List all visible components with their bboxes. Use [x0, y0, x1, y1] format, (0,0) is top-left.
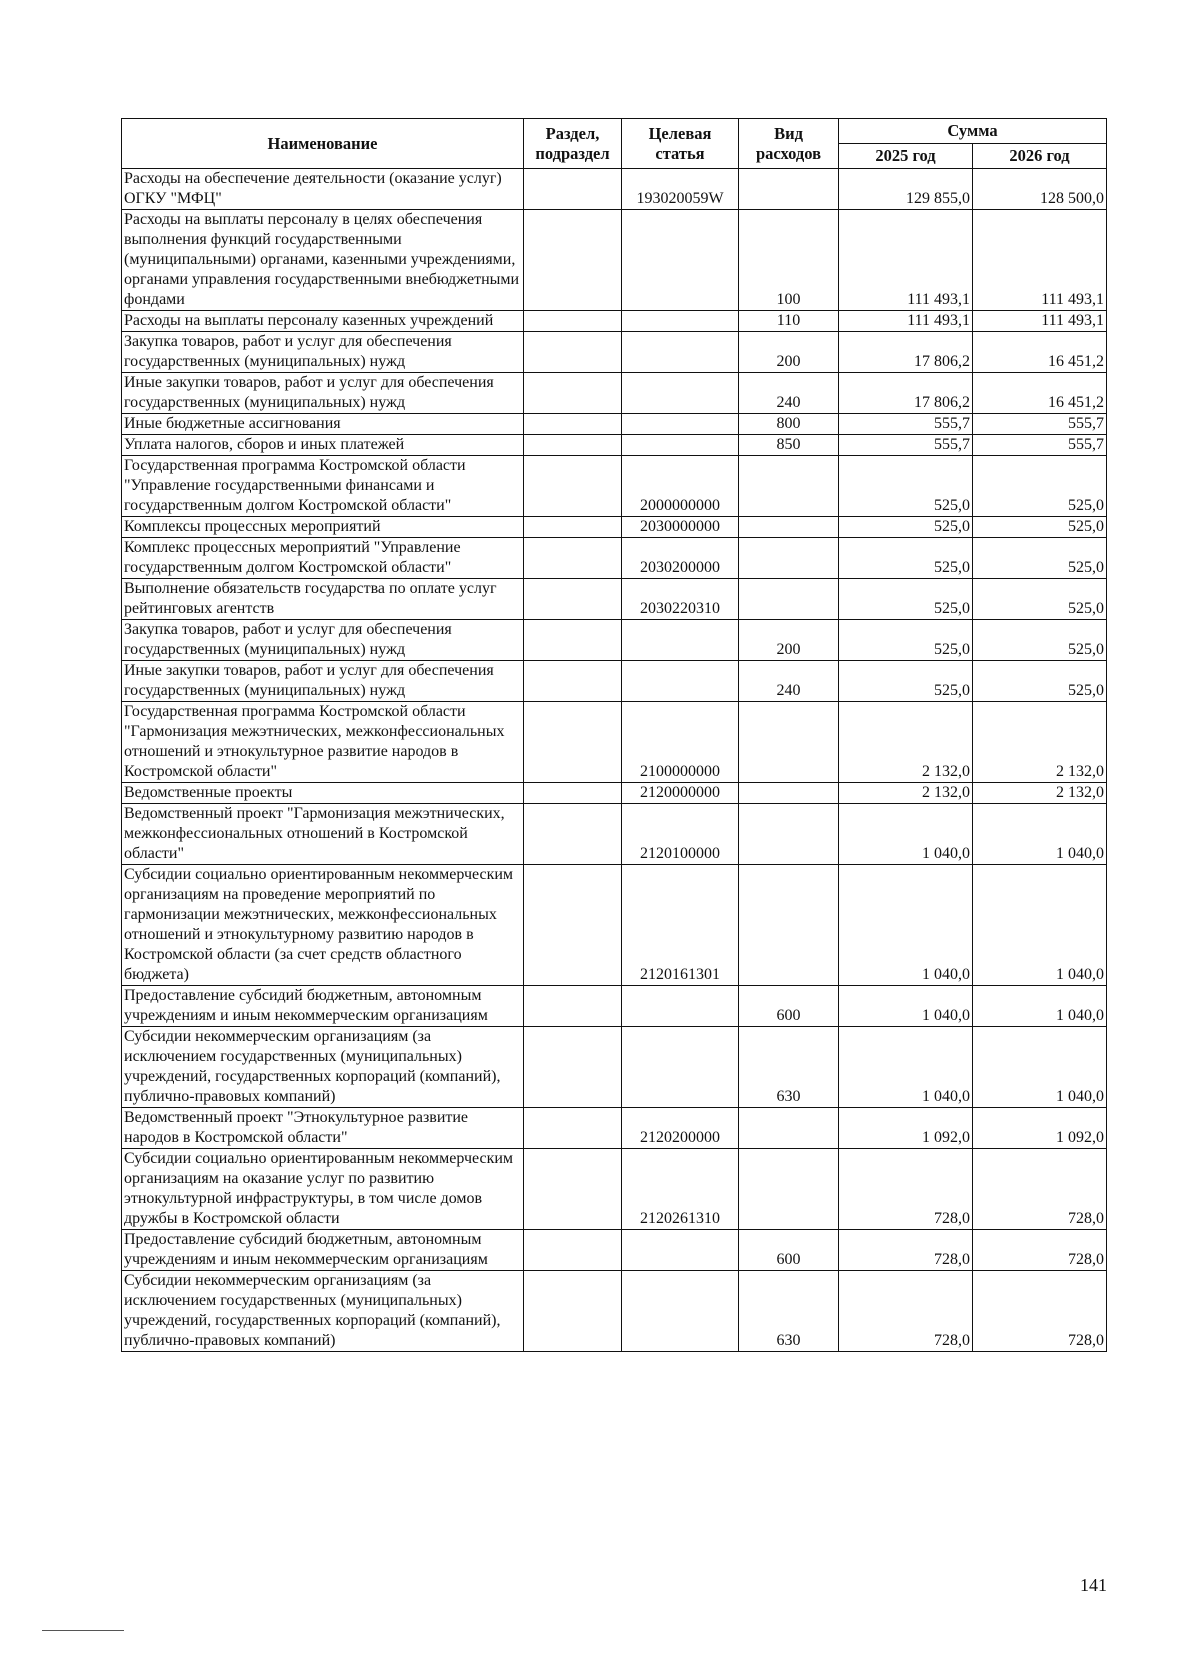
- cell-2025: 525,0: [839, 456, 973, 517]
- table-row: [122, 865, 1107, 986]
- cell-2026: 1 040,0: [973, 1027, 1107, 1108]
- cell-target: 2120100000: [622, 804, 739, 865]
- cell-target: [622, 210, 739, 311]
- table-row: [122, 1230, 1107, 1271]
- cell-section: [524, 1027, 622, 1108]
- cell-name: Предоставление субсидий бюджетным, автономным учреждениям и иным некоммерческим организациям: [122, 1230, 524, 1271]
- cell-kind: [739, 169, 839, 210]
- cell-2025: 728,0: [839, 1149, 973, 1230]
- table-row: [122, 1027, 1107, 1108]
- cell-target: [622, 661, 739, 702]
- cell-name: Ведомственный проект "Гармонизация межэтнических, межконфессиональных отношений в Костромской области": [122, 804, 524, 865]
- cell-2025: 525,0: [839, 538, 973, 579]
- table-row: [122, 414, 1107, 435]
- cell-section: [524, 661, 622, 702]
- table-row: [122, 661, 1107, 702]
- cell-kind: [739, 1149, 839, 1230]
- cell-section: [524, 1108, 622, 1149]
- cell-kind: [739, 702, 839, 783]
- cell-2025: 555,7: [839, 435, 973, 456]
- cell-kind: [739, 804, 839, 865]
- cell-target: [622, 332, 739, 373]
- cell-2025: 1 092,0: [839, 1108, 973, 1149]
- cell-kind: 630: [739, 1027, 839, 1108]
- header-target: Целевая статья: [622, 119, 739, 169]
- cell-kind: [739, 456, 839, 517]
- table-row: [122, 435, 1107, 456]
- cell-name: Расходы на выплаты персоналу в целях обеспечения выполнения функций государственными (муниципальными) органами, казенными учреждениями, органами управления государственными внебюджетными фондами: [122, 210, 524, 311]
- cell-2026: 128 500,0: [973, 169, 1107, 210]
- cell-section: [524, 804, 622, 865]
- cell-kind: 200: [739, 620, 839, 661]
- cell-2026: 1 040,0: [973, 865, 1107, 986]
- cell-kind: 800: [739, 414, 839, 435]
- table-row: [122, 1271, 1107, 1352]
- cell-2025: 2 132,0: [839, 702, 973, 783]
- cell-target: [622, 986, 739, 1027]
- cell-target: [622, 1271, 739, 1352]
- cell-2026: 111 493,1: [973, 210, 1107, 311]
- header-section: Раздел, подраздел: [524, 119, 622, 169]
- cell-target: [622, 1230, 739, 1271]
- cell-section: [524, 414, 622, 435]
- cell-target: 2120261310: [622, 1149, 739, 1230]
- table-row: [122, 783, 1107, 804]
- table-row: [122, 373, 1107, 414]
- cell-2026: 16 451,2: [973, 373, 1107, 414]
- cell-name: Субсидии социально ориентированным некоммерческим организациям на оказание услуг по развитию этнокультурной инфраструктуры, в том числе домов дружбы в Костромской области: [122, 1149, 524, 1230]
- cell-target: [622, 414, 739, 435]
- cell-section: [524, 332, 622, 373]
- cell-2025: 111 493,1: [839, 311, 973, 332]
- cell-2026: 728,0: [973, 1149, 1107, 1230]
- table-row: [122, 456, 1107, 517]
- cell-2026: 2 132,0: [973, 783, 1107, 804]
- cell-2026: 16 451,2: [973, 332, 1107, 373]
- cell-name: Ведомственный проект "Этнокультурное развитие народов в Костромской области": [122, 1108, 524, 1149]
- table-row: [122, 620, 1107, 661]
- cell-kind: [739, 538, 839, 579]
- page-number: 141: [1080, 1575, 1107, 1595]
- cell-name: Расходы на выплаты персоналу казенных учреждений: [122, 311, 524, 332]
- cell-target: 2000000000: [622, 456, 739, 517]
- table-row: [122, 986, 1107, 1027]
- cell-section: [524, 456, 622, 517]
- cell-2025: 17 806,2: [839, 332, 973, 373]
- cell-target: 2030200000: [622, 538, 739, 579]
- cell-2025: 525,0: [839, 620, 973, 661]
- cell-2025: 2 132,0: [839, 783, 973, 804]
- cell-kind: 200: [739, 332, 839, 373]
- cell-kind: 240: [739, 373, 839, 414]
- cell-target: 2100000000: [622, 702, 739, 783]
- cell-name: Субсидии некоммерческим организациям (за исключением государственных (муниципальных) учреждений, государственных корпораций (компаний), публично-правовых компаний): [122, 1271, 524, 1352]
- cell-2025: 728,0: [839, 1230, 973, 1271]
- cell-name: Иные закупки товаров, работ и услуг для обеспечения государственных (муниципальных) нужд: [122, 373, 524, 414]
- cell-kind: [739, 579, 839, 620]
- header-kind: Вид расходов: [739, 119, 839, 169]
- cell-2026: 111 493,1: [973, 311, 1107, 332]
- cell-section: [524, 702, 622, 783]
- header-year-2025: 2025 год: [839, 144, 973, 169]
- cell-section: [524, 620, 622, 661]
- cell-target: [622, 1027, 739, 1108]
- cell-section: [524, 210, 622, 311]
- cell-name: Расходы на обеспечение деятельности (оказание услуг) ОГКУ "МФЦ": [122, 169, 524, 210]
- cell-target: 2030000000: [622, 517, 739, 538]
- cell-kind: 100: [739, 210, 839, 311]
- cell-kind: 240: [739, 661, 839, 702]
- cell-2025: 1 040,0: [839, 1027, 973, 1108]
- cell-2026: 1 040,0: [973, 986, 1107, 1027]
- cell-kind: [739, 865, 839, 986]
- cell-2026: 728,0: [973, 1230, 1107, 1271]
- cell-2026: 525,0: [973, 517, 1107, 538]
- cell-section: [524, 435, 622, 456]
- cell-section: [524, 783, 622, 804]
- cell-section: [524, 169, 622, 210]
- footer-rule: [42, 1630, 124, 1631]
- cell-target: 193020059W: [622, 169, 739, 210]
- table-row: [122, 311, 1107, 332]
- table-row: [122, 169, 1107, 210]
- cell-section: [524, 538, 622, 579]
- cell-name: Субсидии социально ориентированным некоммерческим организациям на проведение мероприятий по гармонизации межэтнических, межконфессиональных отношений и этнокультурному развитию народов в Костромской области (за счет средств областного бюджета): [122, 865, 524, 986]
- cell-name: Комплекс процессных мероприятий "Управление государственным долгом Костромской области": [122, 538, 524, 579]
- cell-section: [524, 579, 622, 620]
- cell-2025: 525,0: [839, 579, 973, 620]
- cell-target: [622, 435, 739, 456]
- table-row: [122, 210, 1107, 311]
- cell-kind: 600: [739, 986, 839, 1027]
- table-header: [122, 119, 1107, 169]
- cell-kind: [739, 783, 839, 804]
- header-name: Наименование: [122, 119, 524, 169]
- cell-name: Закупка товаров, работ и услуг для обеспечения государственных (муниципальных) нужд: [122, 332, 524, 373]
- header-sum: Сумма: [839, 119, 1107, 144]
- cell-section: [524, 517, 622, 538]
- cell-2025: 1 040,0: [839, 865, 973, 986]
- cell-2025: 1 040,0: [839, 986, 973, 1027]
- cell-target: 2120200000: [622, 1108, 739, 1149]
- cell-kind: [739, 1108, 839, 1149]
- cell-2025: 129 855,0: [839, 169, 973, 210]
- cell-2025: 525,0: [839, 661, 973, 702]
- table-row: [122, 332, 1107, 373]
- table-row: [122, 702, 1107, 783]
- cell-2026: 525,0: [973, 579, 1107, 620]
- budget-table: [121, 118, 1107, 1352]
- cell-name: Субсидии некоммерческим организациям (за исключением государственных (муниципальных) учреждений, государственных корпораций (компаний), публично-правовых компаний): [122, 1027, 524, 1108]
- cell-2026: 1 040,0: [973, 804, 1107, 865]
- cell-name: Ведомственные проекты: [122, 783, 524, 804]
- cell-name: Государственная программа Костромской области "Управление государственными финансами и государственным долгом Костромской области": [122, 456, 524, 517]
- table-row: [122, 579, 1107, 620]
- cell-2026: 2 132,0: [973, 702, 1107, 783]
- table-row: [122, 1108, 1107, 1149]
- cell-2025: 1 040,0: [839, 804, 973, 865]
- cell-name: Уплата налогов, сборов и иных платежей: [122, 435, 524, 456]
- cell-section: [524, 986, 622, 1027]
- table-row: [122, 517, 1107, 538]
- cell-section: [524, 311, 622, 332]
- cell-2026: 525,0: [973, 538, 1107, 579]
- header-year-2026: 2026 год: [973, 144, 1107, 169]
- cell-section: [524, 1149, 622, 1230]
- cell-2025: 728,0: [839, 1271, 973, 1352]
- cell-section: [524, 865, 622, 986]
- cell-2025: 555,7: [839, 414, 973, 435]
- cell-2026: 555,7: [973, 414, 1107, 435]
- cell-kind: 110: [739, 311, 839, 332]
- cell-name: Закупка товаров, работ и услуг для обеспечения государственных (муниципальных) нужд: [122, 620, 524, 661]
- cell-target: 2030220310: [622, 579, 739, 620]
- cell-2025: 111 493,1: [839, 210, 973, 311]
- cell-2026: 728,0: [973, 1271, 1107, 1352]
- cell-2025: 17 806,2: [839, 373, 973, 414]
- cell-target: 2120000000: [622, 783, 739, 804]
- cell-name: Выполнение обязательств государства по оплате услуг рейтинговых агентств: [122, 579, 524, 620]
- cell-2026: 555,7: [973, 435, 1107, 456]
- cell-2026: 525,0: [973, 661, 1107, 702]
- cell-2026: 1 092,0: [973, 1108, 1107, 1149]
- cell-section: [524, 1271, 622, 1352]
- cell-name: Предоставление субсидий бюджетным, автономным учреждениям и иным некоммерческим организациям: [122, 986, 524, 1027]
- cell-name: Иные закупки товаров, работ и услуг для обеспечения государственных (муниципальных) нужд: [122, 661, 524, 702]
- table-row: [122, 804, 1107, 865]
- cell-target: [622, 373, 739, 414]
- cell-target: [622, 620, 739, 661]
- cell-target: [622, 311, 739, 332]
- cell-kind: 600: [739, 1230, 839, 1271]
- table-body: [122, 169, 1107, 1352]
- cell-kind: 630: [739, 1271, 839, 1352]
- cell-section: [524, 1230, 622, 1271]
- table-row: [122, 538, 1107, 579]
- cell-name: Государственная программа Костромской области "Гармонизация межэтнических, межконфессиональных отношений и этнокультурное развитие народов в Костромской области": [122, 702, 524, 783]
- cell-kind: [739, 517, 839, 538]
- cell-2026: 525,0: [973, 620, 1107, 661]
- cell-section: [524, 373, 622, 414]
- cell-2026: 525,0: [973, 456, 1107, 517]
- cell-name: Комплексы процессных мероприятий: [122, 517, 524, 538]
- cell-2025: 525,0: [839, 517, 973, 538]
- table-row: [122, 1149, 1107, 1230]
- cell-kind: 850: [739, 435, 839, 456]
- cell-name: Иные бюджетные ассигнования: [122, 414, 524, 435]
- cell-target: 2120161301: [622, 865, 739, 986]
